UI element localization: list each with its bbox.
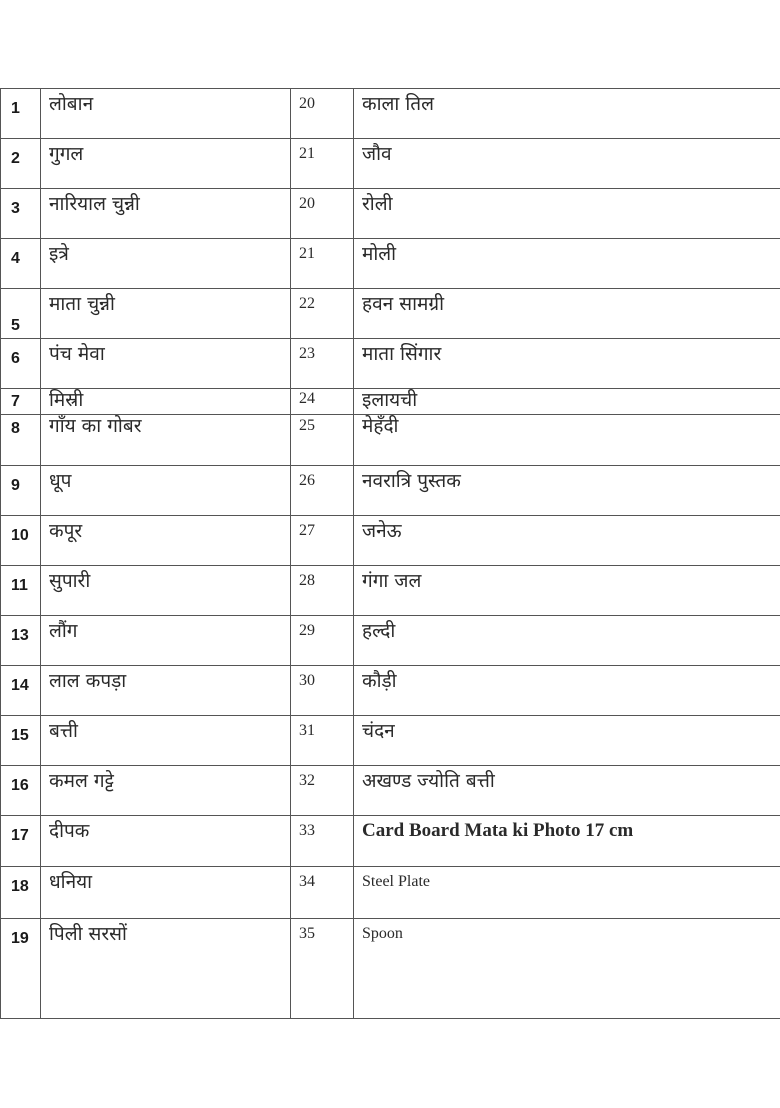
table-row xyxy=(1,867,780,919)
item-number: 35 xyxy=(291,919,354,1019)
table-row xyxy=(1,666,780,716)
item-number: 17 xyxy=(1,816,41,867)
item-number: 6 xyxy=(1,339,41,389)
item-name: पंच मेवा xyxy=(41,339,291,389)
item-number: 15 xyxy=(1,716,41,766)
table-row xyxy=(1,189,780,239)
item-number: 4 xyxy=(1,239,41,289)
item-number: 31 xyxy=(291,716,354,766)
table-row xyxy=(1,339,780,389)
item-name: Steel Plate xyxy=(354,867,780,919)
table-row xyxy=(1,466,780,516)
item-number: 14 xyxy=(1,666,41,716)
table-row xyxy=(1,239,780,289)
item-name: सुपारी xyxy=(41,566,291,616)
table-row xyxy=(1,816,780,867)
item-name: कौड़ी xyxy=(354,666,780,716)
item-name: Spoon xyxy=(354,919,780,1019)
item-number: 27 xyxy=(291,516,354,566)
item-name: लौंग xyxy=(41,616,291,666)
item-number: 34 xyxy=(291,867,354,919)
item-name: माता चुन्नी xyxy=(41,289,291,339)
item-number: 10 xyxy=(1,516,41,566)
item-number: 32 xyxy=(291,766,354,816)
item-name: Card Board Mata ki Photo 17 cm xyxy=(354,816,780,867)
item-name: मेहँदी xyxy=(354,415,780,466)
table-row xyxy=(1,89,780,139)
item-name: गाँय का गोबर xyxy=(41,415,291,466)
item-name: लाल कपड़ा xyxy=(41,666,291,716)
item-name: जनेऊ xyxy=(354,516,780,566)
item-number: 25 xyxy=(291,415,354,466)
table-row xyxy=(1,415,780,466)
item-number: 26 xyxy=(291,466,354,516)
item-number: 21 xyxy=(291,239,354,289)
item-name: धनिया xyxy=(41,867,291,919)
item-name: मोली xyxy=(354,239,780,289)
item-name: चंदन xyxy=(354,716,780,766)
item-number: 9 xyxy=(1,466,41,516)
item-number: 5 xyxy=(1,289,41,339)
table-row xyxy=(1,139,780,189)
item-number: 19 xyxy=(1,919,41,1019)
item-number: 7 xyxy=(1,389,41,415)
item-name: नवरात्रि पुस्तक xyxy=(354,466,780,516)
item-number: 33 xyxy=(291,816,354,867)
item-name: धूप xyxy=(41,466,291,516)
item-name: इलायची xyxy=(354,389,780,415)
item-name: हल्दी xyxy=(354,616,780,666)
item-name: लोबान xyxy=(41,89,291,139)
item-name: रोली xyxy=(354,189,780,239)
item-number: 13 xyxy=(1,616,41,666)
table-row xyxy=(1,566,780,616)
item-name: गंगा जल xyxy=(354,566,780,616)
item-name: इत्रे xyxy=(41,239,291,289)
item-number: 16 xyxy=(1,766,41,816)
item-name: नारियाल चुन्नी xyxy=(41,189,291,239)
puja-items-table xyxy=(0,88,780,1019)
item-number: 20 xyxy=(291,189,354,239)
item-number: 22 xyxy=(291,289,354,339)
item-name: माता सिंगार xyxy=(354,339,780,389)
table-row xyxy=(1,766,780,816)
item-number: 2 xyxy=(1,139,41,189)
item-number: 21 xyxy=(291,139,354,189)
table-row xyxy=(1,389,780,415)
item-name: बत्ती xyxy=(41,716,291,766)
item-name: अखण्ड ज्योति बत्ती xyxy=(354,766,780,816)
table-row xyxy=(1,516,780,566)
item-number: 8 xyxy=(1,415,41,466)
item-name: हवन सामग्री xyxy=(354,289,780,339)
item-number: 24 xyxy=(291,389,354,415)
item-number: 3 xyxy=(1,189,41,239)
item-name: गुगल xyxy=(41,139,291,189)
item-number: 29 xyxy=(291,616,354,666)
table-row xyxy=(1,616,780,666)
item-name: कमल गट्टे xyxy=(41,766,291,816)
item-name: कपूर xyxy=(41,516,291,566)
item-name: जौव xyxy=(354,139,780,189)
item-number: 1 xyxy=(1,89,41,139)
item-name: मिस्री xyxy=(41,389,291,415)
table-row xyxy=(1,919,780,1019)
item-number: 18 xyxy=(1,867,41,919)
item-name: पिली सरसों xyxy=(41,919,291,1019)
item-number: 11 xyxy=(1,566,41,616)
table-row xyxy=(1,289,780,339)
item-name: काला तिल xyxy=(354,89,780,139)
item-name: दीपक xyxy=(41,816,291,867)
item-number: 20 xyxy=(291,89,354,139)
item-number: 30 xyxy=(291,666,354,716)
item-number: 28 xyxy=(291,566,354,616)
item-number: 23 xyxy=(291,339,354,389)
table-row xyxy=(1,716,780,766)
